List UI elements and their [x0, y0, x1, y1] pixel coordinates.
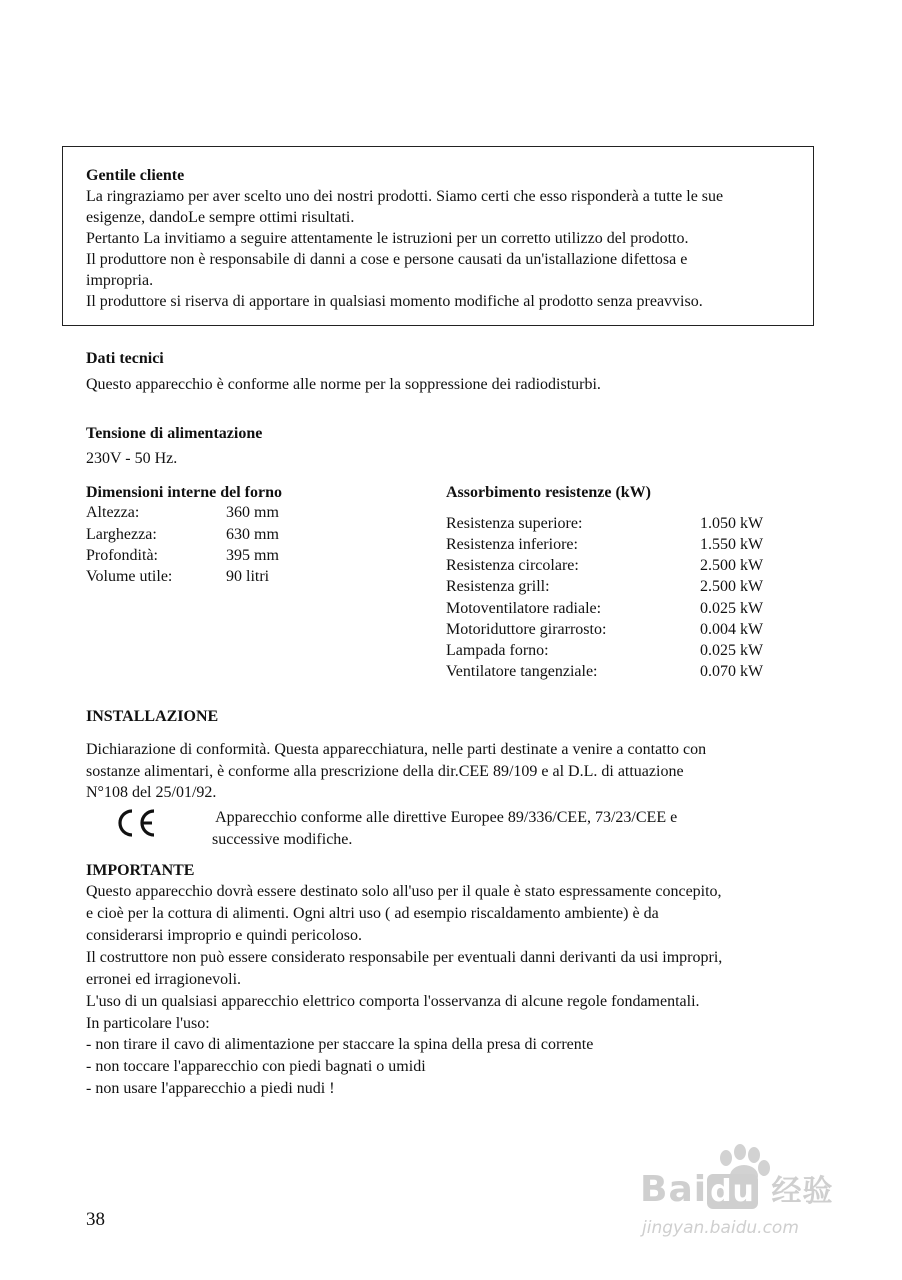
notice-line: Pertanto La invitiamo a seguire attentamente le istruzioni per un corretto utilizzo del prodotto.	[86, 230, 689, 247]
res-label: Resistenza circolare:	[446, 557, 579, 574]
ce-line: Apparecchio conforme alle direttive Europee 89/336/CEE, 73/23/CEE e	[212, 809, 678, 826]
installazione-line: Dichiarazione di conformità. Questa apparecchiatura, nelle parti destinate a venire a contatto con	[86, 741, 707, 758]
importante-line: - non tirare il cavo di alimentazione per staccare la spina della presa di corrente	[86, 1036, 594, 1053]
importante-line: considerarsi improprio e quindi pericoloso.	[86, 927, 362, 944]
dim-value: 360 mm	[226, 504, 279, 521]
res-value: 2.500 kW	[700, 578, 764, 595]
installazione-line: N°108 del 25/01/92.	[86, 784, 217, 801]
dim-label: Profondità:	[86, 547, 158, 564]
res-label: Motoriduttore girarrosto:	[446, 621, 607, 638]
res-label: Resistenza superiore:	[446, 515, 583, 532]
importante-line: In particolare l'uso:	[86, 1015, 210, 1032]
watermark-brand-box: du	[707, 1174, 758, 1209]
dim-label: Altezza:	[86, 504, 140, 521]
tensione-text: 230V - 50 Hz.	[86, 450, 178, 467]
installazione-line: sostanze alimentari, è conforme alla prescrizione della dir.CEE 89/109 e al D.L. di attuazione	[86, 763, 684, 780]
notice-line: impropria.	[86, 272, 154, 289]
watermark-url: jingyan.baidu.com	[642, 1218, 799, 1238]
baidu-watermark	[640, 1140, 850, 1260]
dimensioni-heading: Dimensioni interne del forno	[86, 484, 282, 501]
tensione-heading: Tensione di alimentazione	[86, 425, 263, 442]
res-label: Resistenza inferiore:	[446, 536, 578, 553]
res-label: Ventilatore tangenziale:	[446, 663, 598, 680]
res-label: Resistenza grill:	[446, 578, 550, 595]
res-value: 1.550 kW	[700, 536, 764, 553]
dim-value: 630 mm	[226, 526, 279, 543]
customer-notice-box	[62, 146, 814, 326]
importante-line: Questo apparecchio dovrà essere destinato solo all'uso per il quale è stato espressamente concepito,	[86, 883, 722, 900]
watermark-chinese: 经验	[771, 1174, 834, 1209]
importante-heading: IMPORTANTE	[86, 862, 195, 879]
ce-mark-icon	[112, 806, 158, 846]
notice-line: Il produttore si riserva di apportare in qualsiasi momento modifiche al prodotto senza preavviso.	[86, 293, 703, 310]
res-value: 2.500 kW	[700, 557, 764, 574]
watermark-brand: Bai	[640, 1169, 708, 1210]
importante-line: - non usare l'apparecchio a piedi nudi !	[86, 1080, 335, 1097]
importante-line: L'uso di un qualsiasi apparecchio elettrico comporta l'osservanza di alcune regole fondamentali.	[86, 993, 700, 1010]
dim-value: 90 litri	[226, 568, 270, 585]
ce-line: successive modifiche.	[212, 831, 353, 848]
res-value: 0.025 kW	[700, 642, 764, 659]
res-label: Lampada forno:	[446, 642, 549, 659]
importante-line: erronei ed irragionevoli.	[86, 971, 242, 988]
assorbimento-heading: Assorbimento resistenze (kW)	[446, 484, 652, 501]
res-label: Motoventilatore radiale:	[446, 600, 602, 617]
dim-label: Volume utile:	[86, 568, 173, 585]
notice-line: esigenze, dandoLe sempre ottimi risultati.	[86, 209, 355, 226]
importante-line: e cioè per la cottura di alimenti. Ogni altri uso ( ad esempio riscaldamento ambiente) è da	[86, 905, 659, 922]
notice-line: La ringraziamo per aver scelto uno dei nostri prodotti. Siamo certi che esso risponderà a tutte le sue	[86, 188, 724, 205]
dati-tecnici-text: Questo apparecchio è conforme alle norme per la soppressione dei radiodisturbi.	[86, 376, 601, 393]
page-number: 38	[86, 1209, 105, 1230]
res-value: 0.004 kW	[700, 621, 764, 638]
dim-label: Larghezza:	[86, 526, 157, 543]
importante-line: Il costruttore non può essere considerato responsabile per eventuali danni derivanti da usi impropri,	[86, 949, 723, 966]
res-value: 0.070 kW	[700, 663, 764, 680]
dati-tecnici-heading: Dati tecnici	[86, 350, 164, 367]
notice-line: Il produttore non è responsabile di danni a cose e persone causati da un'istallazione difettosa e	[86, 251, 688, 268]
res-value: 0.025 kW	[700, 600, 764, 617]
dim-value: 395 mm	[226, 547, 279, 564]
res-value: 1.050 kW	[700, 515, 764, 532]
installazione-heading: INSTALLAZIONE	[86, 708, 219, 725]
notice-title: Gentile cliente	[86, 167, 185, 184]
importante-line: - non toccare l'apparecchio con piedi bagnati o umidi	[86, 1058, 426, 1075]
